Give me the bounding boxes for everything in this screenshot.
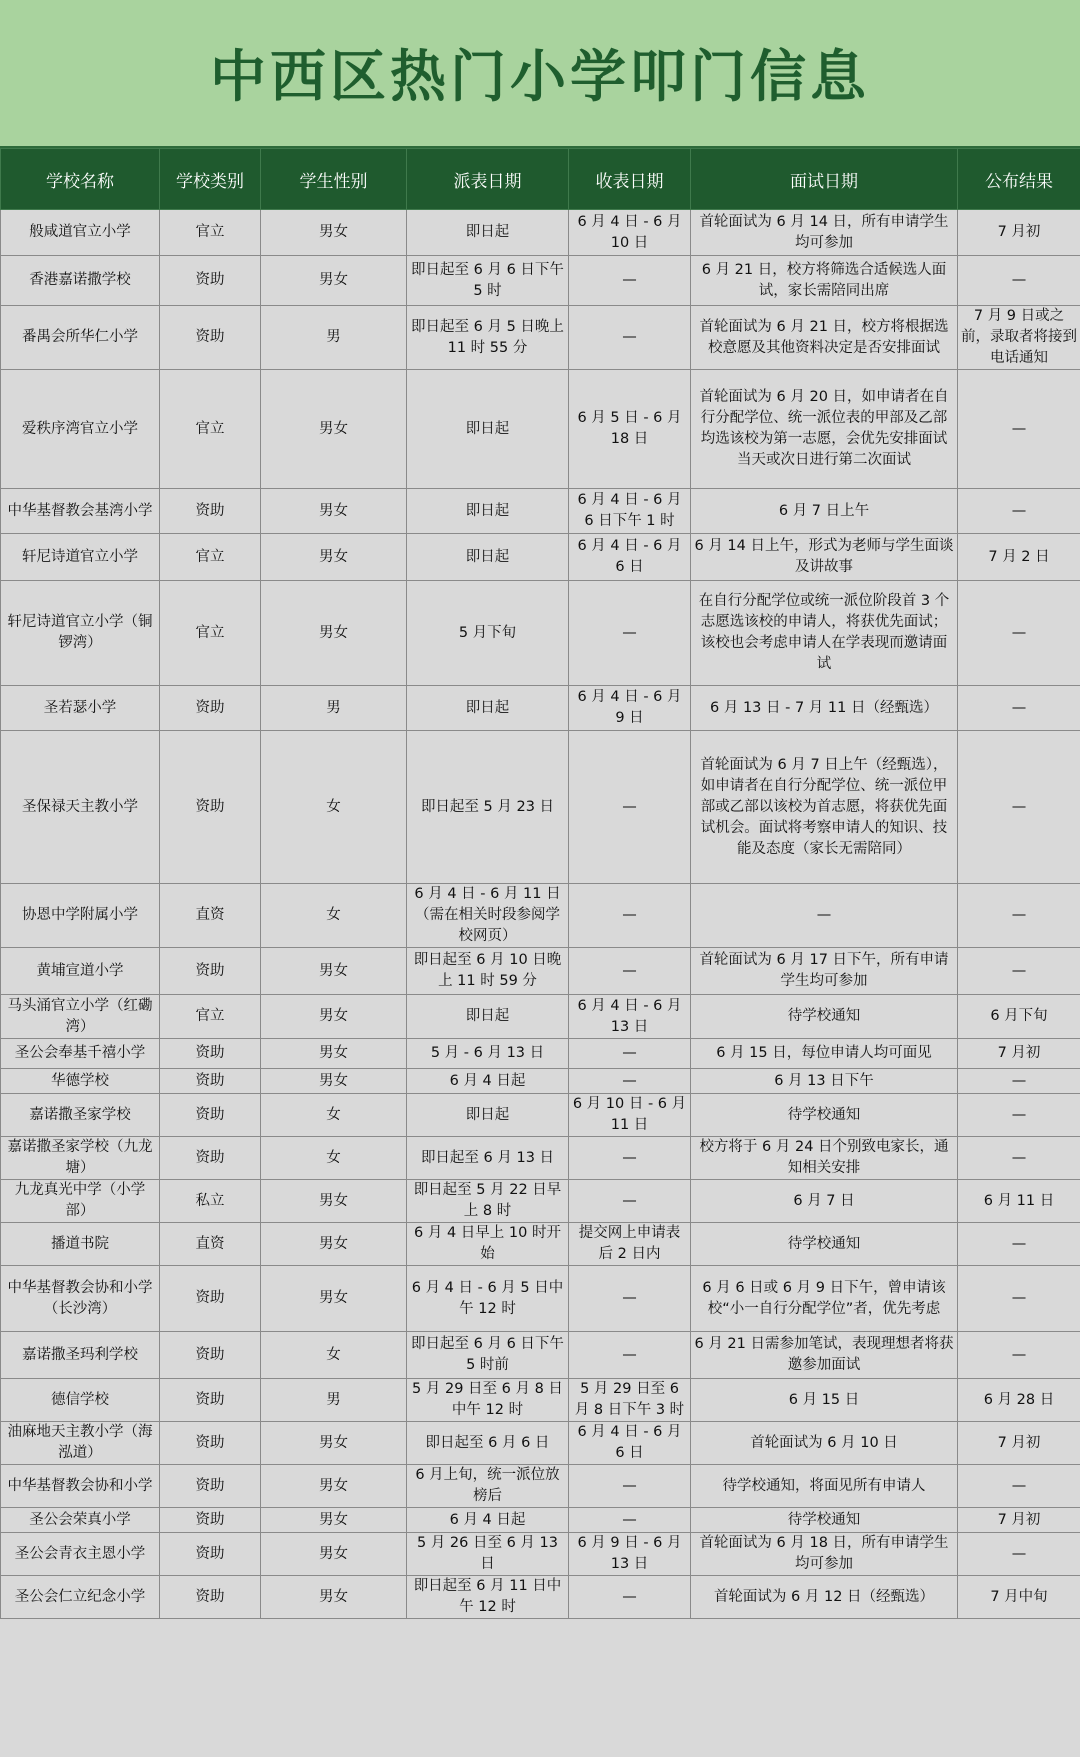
table-cell: 6 月 11 日	[958, 1180, 1080, 1223]
table-header-row	[1, 149, 1080, 210]
table-cell: 5 月 29 日至 6 月 8 日下午 3 时	[569, 1379, 691, 1422]
table-row	[1, 948, 1080, 995]
column-header: 派表日期	[407, 149, 569, 210]
table-cell: 轩尼诗道官立小学	[1, 534, 160, 581]
table-cell: 嘉诺撒圣玛利学校	[1, 1332, 160, 1379]
table-cell: 6 月 5 日 - 6 月 18 日	[569, 370, 691, 489]
table-cell: 资助	[160, 1137, 261, 1180]
table-cell: 男女	[261, 1576, 407, 1619]
table-cell: 德信学校	[1, 1379, 160, 1422]
table-cell: 即日起	[407, 1094, 569, 1137]
table-row	[1, 731, 1080, 884]
table-cell: —	[958, 884, 1080, 948]
table-cell: 首轮面试为 6 月 12 日（经甄选）	[691, 1576, 958, 1619]
table-cell: 首轮面试为 6 月 14 日，所有申请学生均可参加	[691, 210, 958, 256]
table-cell: —	[569, 884, 691, 948]
table-cell: 般咸道官立小学	[1, 210, 160, 256]
table-row	[1, 1266, 1080, 1332]
table-cell: 即日起至 5 月 23 日	[407, 731, 569, 884]
table-cell: 资助	[160, 1039, 261, 1069]
title-bar	[0, 0, 1080, 148]
table-cell: 资助	[160, 1576, 261, 1619]
table-cell: 首轮面试为 6 月 20 日，如申请者在自行分配学位、统一派位表的甲部及乙部均选该校为第一志愿，会优先安排面试当天或次日进行第二次面试	[691, 370, 958, 489]
table-cell: 待学校通知	[691, 1223, 958, 1266]
table-cell: 即日起	[407, 686, 569, 731]
table-cell: 男女	[261, 370, 407, 489]
table-cell: —	[569, 581, 691, 686]
table-cell: 即日起至 5 月 22 日早上 8 时	[407, 1180, 569, 1223]
table-cell: —	[691, 884, 958, 948]
table-cell: 首轮面试为 6 月 17 日下午，所有申请学生均可参加	[691, 948, 958, 995]
table-cell: —	[569, 731, 691, 884]
table-cell: 资助	[160, 1533, 261, 1576]
table-cell: 资助	[160, 1422, 261, 1465]
table-cell: 资助	[160, 731, 261, 884]
column-header: 面试日期	[691, 149, 958, 210]
table-cell: 私立	[160, 1180, 261, 1223]
table-cell: —	[958, 1533, 1080, 1576]
table-cell: 男女	[261, 489, 407, 534]
table-cell: 资助	[160, 686, 261, 731]
table-row	[1, 489, 1080, 534]
table-cell: 资助	[160, 1508, 261, 1533]
table-cell: —	[958, 581, 1080, 686]
table-cell: 官立	[160, 210, 261, 256]
table-cell: 男女	[261, 581, 407, 686]
table-cell: 6 月 15 日，每位申请人均可面见	[691, 1039, 958, 1069]
table-row	[1, 1094, 1080, 1137]
table-cell: 圣保禄天主教小学	[1, 731, 160, 884]
table-cell: —	[958, 1332, 1080, 1379]
table-row	[1, 1137, 1080, 1180]
table-cell: 6 月上旬，统一派位放榜后	[407, 1465, 569, 1508]
table-cell: 6 月下旬	[958, 995, 1080, 1039]
table-cell: 资助	[160, 1332, 261, 1379]
table-row	[1, 534, 1080, 581]
table-cell: 男女	[261, 995, 407, 1039]
table-cell: 即日起至 6 月 6 日下午 5 时	[407, 256, 569, 306]
table-cell: 7 月 9 日或之前，录取者将接到电话通知	[958, 306, 1080, 370]
table-cell: 校方将于 6 月 24 日个别致电家长，通知相关安排	[691, 1137, 958, 1180]
table-cell: 男女	[261, 1465, 407, 1508]
table-cell: 即日起至 6 月 13 日	[407, 1137, 569, 1180]
table-cell: 首轮面试为 6 月 7 日上午（经甄选），如申请者在自行分配学位、统一派位甲部或乙部以该校为首志愿，将获优先面试机会。面试将考察申请人的知识、技能及态度（家长无需陪同）	[691, 731, 958, 884]
table-cell: 圣公会荣真小学	[1, 1508, 160, 1533]
table-cell: 5 月 - 6 月 13 日	[407, 1039, 569, 1069]
table-cell: 中华基督教会协和小学（长沙湾）	[1, 1266, 160, 1332]
table-cell: 男	[261, 306, 407, 370]
table-cell: 圣公会青衣主恩小学	[1, 1533, 160, 1576]
table-row	[1, 1465, 1080, 1508]
table-cell: 女	[261, 884, 407, 948]
table-row	[1, 1180, 1080, 1223]
table-cell: —	[569, 256, 691, 306]
table-cell: 6 月 21 日需参加笔试，表现理想者将获邀参加面试	[691, 1332, 958, 1379]
table-cell: 6 月 7 日上午	[691, 489, 958, 534]
table-cell: 圣若瑟小学	[1, 686, 160, 731]
table-cell: —	[569, 1069, 691, 1094]
table-cell: 6 月 4 日起	[407, 1508, 569, 1533]
table-cell: —	[958, 948, 1080, 995]
table-cell: 即日起至 6 月 11 日中午 12 时	[407, 1576, 569, 1619]
table-cell: 男女	[261, 1533, 407, 1576]
table-cell: —	[569, 1180, 691, 1223]
table-cell: 女	[261, 1332, 407, 1379]
table-cell: 资助	[160, 1094, 261, 1137]
table-cell: 6 月 4 日 - 6 月 10 日	[569, 210, 691, 256]
table-cell: 待学校通知	[691, 1094, 958, 1137]
table-cell: 6 月 9 日 - 6 月 13 日	[569, 1533, 691, 1576]
table-cell: 5 月下旬	[407, 581, 569, 686]
table-cell: 即日起	[407, 489, 569, 534]
table-cell: 6 月 6 日或 6 月 9 日下午，曾申请该校“小一自行分配学位”者，优先考虑	[691, 1266, 958, 1332]
table-cell: 女	[261, 1137, 407, 1180]
column-header: 学校名称	[1, 149, 160, 210]
table-row	[1, 256, 1080, 306]
table-row	[1, 210, 1080, 256]
table-cell: 官立	[160, 995, 261, 1039]
table-row	[1, 1332, 1080, 1379]
table-cell: 6 月 14 日上午，形式为老师与学生面谈及讲故事	[691, 534, 958, 581]
table-cell: 即日起	[407, 995, 569, 1039]
table-cell: 6 月 13 日 - 7 月 11 日（经甄选）	[691, 686, 958, 731]
table-cell: 男女	[261, 210, 407, 256]
table-cell: 资助	[160, 948, 261, 995]
table-row	[1, 1422, 1080, 1465]
table-cell: 男女	[261, 1422, 407, 1465]
table-cell: 资助	[160, 256, 261, 306]
table-cell: 官立	[160, 370, 261, 489]
table-cell: 协恩中学附属小学	[1, 884, 160, 948]
table-cell: 男女	[261, 256, 407, 306]
table-cell: 6 月 4 日起	[407, 1069, 569, 1094]
table-cell: 即日起	[407, 534, 569, 581]
table-cell: 即日起至 6 月 6 日下午 5 时前	[407, 1332, 569, 1379]
table-cell: 男女	[261, 534, 407, 581]
table-cell: 圣公会仁立纪念小学	[1, 1576, 160, 1619]
table-cell: —	[958, 370, 1080, 489]
table-cell: 男	[261, 1379, 407, 1422]
table-cell: 香港嘉诺撒学校	[1, 256, 160, 306]
table-cell: 即日起	[407, 210, 569, 256]
table-cell: 马头涌官立小学（红磡湾）	[1, 995, 160, 1039]
table-cell: 男女	[261, 1266, 407, 1332]
table-cell: 资助	[160, 1266, 261, 1332]
table-cell: 6 月 4 日 - 6 月 11 日（需在相关时段参阅学校网页）	[407, 884, 569, 948]
table-cell: 资助	[160, 1069, 261, 1094]
table-cell: 首轮面试为 6 月 10 日	[691, 1422, 958, 1465]
school-table	[0, 148, 1080, 1619]
table-cell: 6 月 13 日下午	[691, 1069, 958, 1094]
table-cell: 嘉诺撒圣家学校	[1, 1094, 160, 1137]
column-header: 学校类别	[160, 149, 261, 210]
table-row	[1, 1039, 1080, 1069]
table-cell: 官立	[160, 581, 261, 686]
table-cell: 7 月 2 日	[958, 534, 1080, 581]
table-cell: 女	[261, 731, 407, 884]
table-row	[1, 1508, 1080, 1533]
table-cell: —	[569, 1039, 691, 1069]
table-cell: 6 月 4 日 - 6 月 13 日	[569, 995, 691, 1039]
table-cell: 6 月 4 日 - 6 月 6 日	[569, 534, 691, 581]
table-cell: 6 月 15 日	[691, 1379, 958, 1422]
table-cell: 6 月 4 日早上 10 时开始	[407, 1223, 569, 1266]
table-cell: 待学校通知，将面见所有申请人	[691, 1465, 958, 1508]
table-cell: 油麻地天主教小学（海泓道）	[1, 1422, 160, 1465]
table-cell: 资助	[160, 1379, 261, 1422]
table-cell: 6 月 4 日 - 6 月 6 日	[569, 1422, 691, 1465]
table-cell: 6 月 21 日，校方将筛选合适候选人面试，家长需陪同出席	[691, 256, 958, 306]
table-cell: 6 月 7 日	[691, 1180, 958, 1223]
table-cell: 华德学校	[1, 1069, 160, 1094]
table-cell: 资助	[160, 489, 261, 534]
table-cell: —	[958, 1465, 1080, 1508]
table-cell: —	[569, 1332, 691, 1379]
table-cell: 直资	[160, 884, 261, 948]
table-cell: 6 月 4 日 - 6 月 9 日	[569, 686, 691, 731]
table-cell: 男女	[261, 1223, 407, 1266]
table-cell: 圣公会奉基千禧小学	[1, 1039, 160, 1069]
table-cell: 即日起	[407, 370, 569, 489]
table-row	[1, 995, 1080, 1039]
table-cell: 7 月初	[958, 1039, 1080, 1069]
table-cell: —	[958, 256, 1080, 306]
table-cell: 女	[261, 1094, 407, 1137]
table-cell: —	[958, 1266, 1080, 1332]
table-body	[1, 210, 1080, 1619]
table-cell: 男女	[261, 1039, 407, 1069]
table-row	[1, 1223, 1080, 1266]
table-cell: 男女	[261, 1069, 407, 1094]
table-cell: —	[958, 489, 1080, 534]
table-cell: —	[569, 1266, 691, 1332]
table-cell: 黄埔宣道小学	[1, 948, 160, 995]
table-cell: —	[958, 1223, 1080, 1266]
table-cell: 男	[261, 686, 407, 731]
table-cell: 6 月 28 日	[958, 1379, 1080, 1422]
table-cell: 官立	[160, 534, 261, 581]
table-row	[1, 1576, 1080, 1619]
table-cell: 6 月 10 日 - 6 月 11 日	[569, 1094, 691, 1137]
table-row	[1, 1069, 1080, 1094]
table-cell: 直资	[160, 1223, 261, 1266]
table-cell: 中华基督教会基湾小学	[1, 489, 160, 534]
table-row	[1, 1379, 1080, 1422]
table-row	[1, 686, 1080, 731]
table-cell: 在自行分配学位或统一派位阶段首 3 个志愿选该校的申请人，将获优先面试；该校也会考虑申请人在学表现而邀请面试	[691, 581, 958, 686]
table-cell: 男女	[261, 1508, 407, 1533]
table-cell: 首轮面试为 6 月 18 日，所有申请学生均可参加	[691, 1533, 958, 1576]
table-row	[1, 370, 1080, 489]
table-row	[1, 581, 1080, 686]
table-cell: 5 月 29 日至 6 月 8 日中午 12 时	[407, 1379, 569, 1422]
table-cell: —	[958, 1137, 1080, 1180]
table-cell: —	[958, 731, 1080, 884]
table-cell: 7 月初	[958, 1508, 1080, 1533]
table-cell: 即日起至 6 月 5 日晚上 11 时 55 分	[407, 306, 569, 370]
table-cell: —	[569, 1137, 691, 1180]
column-header: 公布结果	[958, 149, 1080, 210]
table-cell: 待学校通知	[691, 995, 958, 1039]
table-cell: —	[958, 1094, 1080, 1137]
table-cell: —	[569, 1576, 691, 1619]
table-cell: 待学校通知	[691, 1508, 958, 1533]
table-cell: 男女	[261, 948, 407, 995]
table-cell: 轩尼诗道官立小学（铜锣湾）	[1, 581, 160, 686]
table-cell: 7 月初	[958, 210, 1080, 256]
table-row	[1, 1533, 1080, 1576]
table-cell: 6 月 4 日 - 6 月 5 日中午 12 时	[407, 1266, 569, 1332]
table-cell: 中华基督教会协和小学	[1, 1465, 160, 1508]
table-cell: 资助	[160, 306, 261, 370]
table-cell: 6 月 4 日 - 6 月 6 日下午 1 时	[569, 489, 691, 534]
table-cell: 即日起至 6 月 10 日晚上 11 时 59 分	[407, 948, 569, 995]
table-cell: 提交网上申请表后 2 日内	[569, 1223, 691, 1266]
table-cell: —	[569, 948, 691, 995]
table-row	[1, 884, 1080, 948]
column-header: 学生性别	[261, 149, 407, 210]
table-cell: 7 月中旬	[958, 1576, 1080, 1619]
table-cell: 即日起至 6 月 6 日	[407, 1422, 569, 1465]
table-cell: 7 月初	[958, 1422, 1080, 1465]
table-cell: 嘉诺撒圣家学校（九龙塘）	[1, 1137, 160, 1180]
page-title: 中西区热门小学叩门信息	[210, 45, 870, 110]
table-cell: 番禺会所华仁小学	[1, 306, 160, 370]
table-cell: 播道书院	[1, 1223, 160, 1266]
table-cell: 爱秩序湾官立小学	[1, 370, 160, 489]
table-cell: —	[958, 1069, 1080, 1094]
table-cell: 首轮面试为 6 月 21 日，校方将根据选校意愿及其他资料决定是否安排面试	[691, 306, 958, 370]
table-cell: 5 月 26 日至 6 月 13 日	[407, 1533, 569, 1576]
table-cell: —	[569, 306, 691, 370]
table-cell: 九龙真光中学（小学部）	[1, 1180, 160, 1223]
table-cell: —	[569, 1508, 691, 1533]
table-cell: —	[569, 1465, 691, 1508]
table-cell: 男女	[261, 1180, 407, 1223]
table-cell: —	[958, 686, 1080, 731]
column-header: 收表日期	[569, 149, 691, 210]
table-row	[1, 306, 1080, 370]
table-cell: 资助	[160, 1465, 261, 1508]
